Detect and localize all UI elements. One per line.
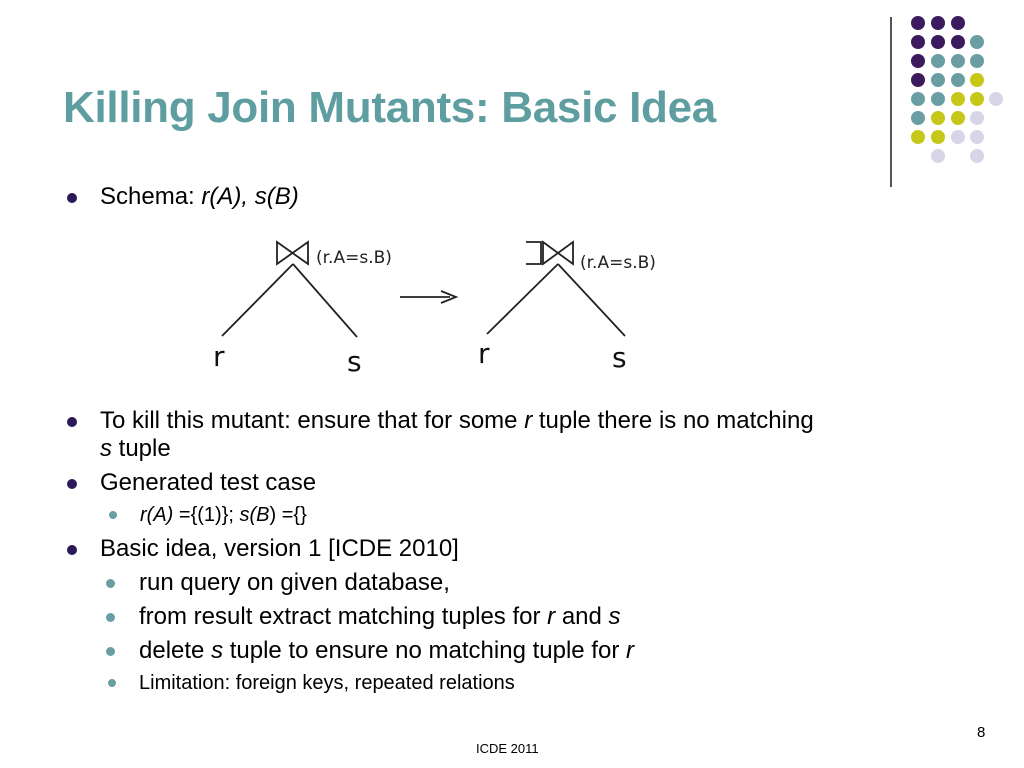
kill-text-1: To kill this mutant: ensure that for some	[100, 407, 525, 434]
sub-limitation	[139, 671, 515, 695]
testcase-s: s(B	[239, 504, 270, 526]
sub-extract	[139, 603, 621, 631]
sub-delete	[139, 637, 634, 665]
basic-text: Basic idea, version 1 [ICDE 2010]	[100, 535, 459, 562]
kill-text-2: tuple there is no matching	[532, 407, 814, 434]
testcase-close: )	[269, 504, 277, 526]
left-edge-r	[222, 264, 293, 336]
dot-row-6	[911, 111, 984, 125]
bullet-dot-icon	[109, 511, 117, 519]
footer-text: ICDE 2011	[476, 741, 539, 756]
dot-row-7	[911, 130, 984, 144]
bullet-dot-icon	[67, 193, 77, 203]
sub3-text-2: tuple to ensure no matching tuple for	[223, 637, 626, 664]
sub3-text: delete	[139, 637, 212, 664]
bullet-kill-mutant-cont	[100, 435, 171, 463]
dot-row-2	[911, 35, 984, 49]
bullet-dot-icon	[106, 613, 115, 622]
left-join-symbol-icon	[277, 242, 308, 264]
sub2-and: and	[555, 603, 609, 630]
right-leaf-r: r	[478, 337, 490, 370]
left-leaf-s: s	[347, 345, 362, 378]
kill-text-3: tuple	[112, 435, 171, 462]
kill-r: r	[524, 407, 533, 434]
right-edge-s	[558, 264, 625, 336]
schema-value: r(A), s(B)	[201, 183, 299, 210]
testcase-eq2: ={}	[276, 504, 307, 526]
bullet-dot-icon	[106, 647, 115, 656]
left-join-condition: (r.A=s.B)	[316, 248, 392, 268]
bullet-dot-icon	[67, 479, 77, 489]
right-join-condition: (r.A=s.B)	[580, 253, 656, 273]
dot-row-8	[931, 149, 984, 163]
bullet-schema	[100, 183, 299, 211]
sub2-text: from result extract matching tuples for	[139, 603, 548, 630]
dot-row-4	[911, 73, 984, 87]
schema-label: Schema:	[100, 183, 202, 210]
bullet-dot-icon	[67, 545, 77, 555]
dot-row-1	[911, 16, 965, 30]
page-number: 8	[977, 724, 986, 741]
testcase-eq1: ={(1)};	[173, 504, 240, 526]
bullet-kill-mutant	[100, 407, 814, 435]
sub-testcase	[140, 503, 307, 527]
slide-title: Killing Join Mutants: Basic Idea	[63, 83, 716, 132]
kill-s: s	[100, 435, 112, 462]
right-join-symbol-icon	[543, 242, 573, 264]
left-edge-s	[293, 264, 357, 337]
sub2-s: s	[608, 603, 621, 630]
sub3-r: r	[625, 637, 634, 664]
sub3-s: s	[211, 637, 224, 664]
sub2-r: r	[547, 603, 556, 630]
left-leaf-r: r	[213, 340, 225, 373]
dot-row-5	[911, 92, 1003, 106]
sub1-text: run query on given database,	[139, 569, 450, 596]
testcase-r: r(A)	[140, 504, 174, 526]
arrow-head-icon	[441, 291, 456, 303]
bullet-dot-icon	[67, 417, 77, 427]
outer-join-bracket-icon	[526, 242, 541, 264]
right-leaf-s: s	[612, 341, 627, 374]
right-edge-r	[487, 264, 558, 334]
generated-text: Generated test case	[100, 469, 317, 496]
vertical-divider	[890, 17, 892, 187]
sub-run-query	[139, 569, 450, 597]
dot-row-3	[911, 54, 984, 68]
bullet-dot-icon	[108, 679, 116, 687]
sub4-text: Limitation: foreign keys, repeated relations	[139, 672, 515, 694]
bullet-dot-icon	[106, 579, 115, 588]
bullet-generated	[100, 469, 316, 497]
bullet-basic-idea	[100, 535, 459, 563]
